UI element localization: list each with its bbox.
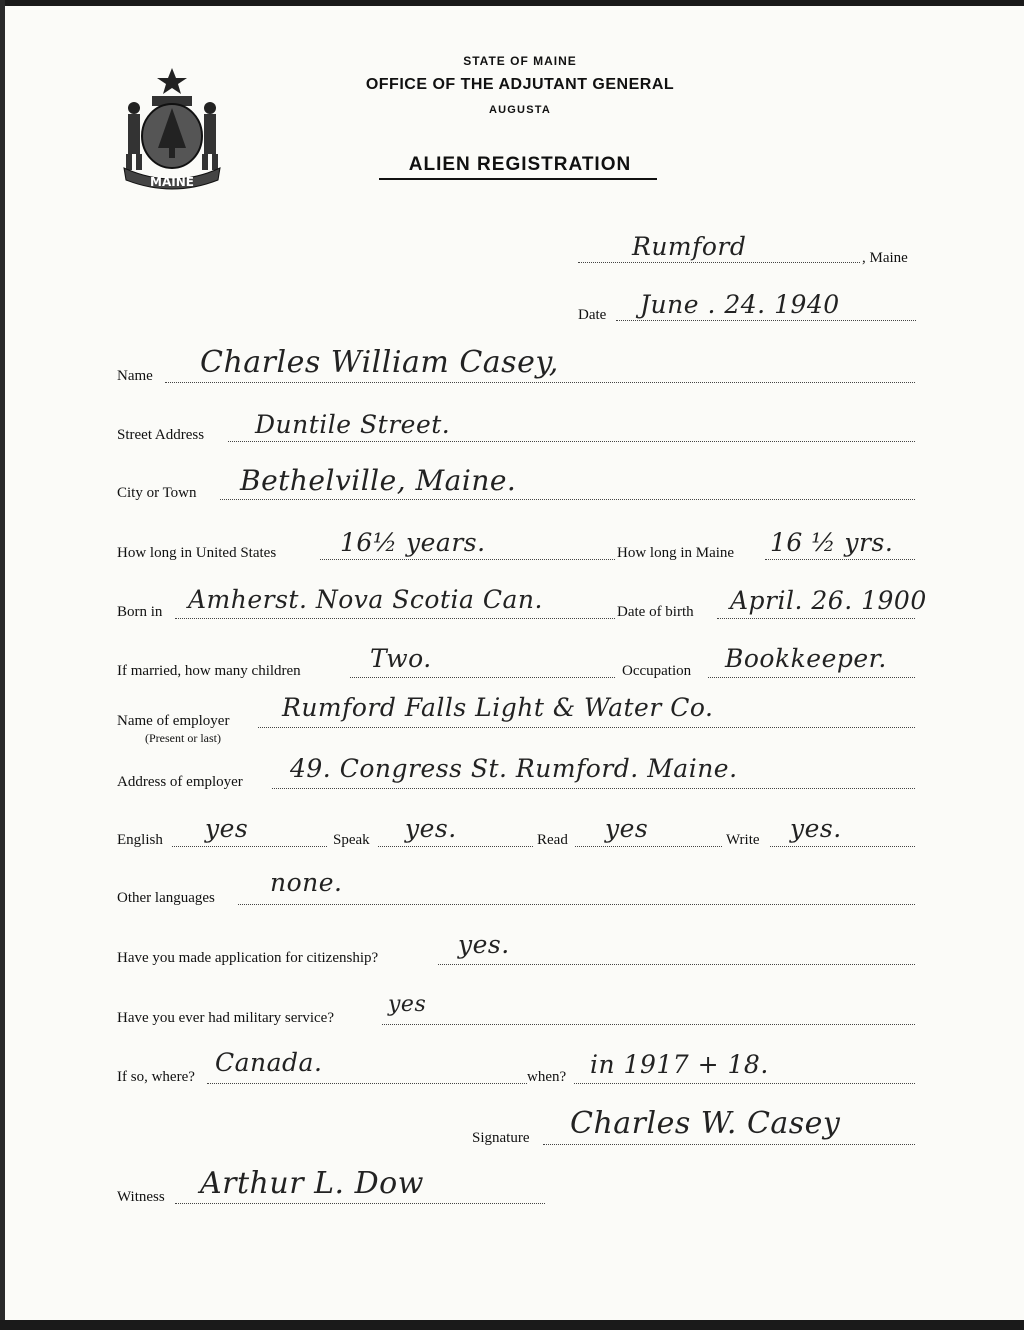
date-value: June . 24. 1940 bbox=[640, 290, 840, 319]
citizenship-label: Have you made application for citizenship? bbox=[117, 950, 379, 966]
employer-line bbox=[258, 727, 915, 728]
english-label: English bbox=[117, 832, 163, 848]
signature-value: Charles W. Casey bbox=[570, 1106, 841, 1141]
city-value: Bethelville, Maine. bbox=[240, 464, 517, 497]
employer-address-line bbox=[272, 788, 915, 789]
military-label: Have you ever had military service? bbox=[117, 1010, 334, 1026]
speak-line bbox=[378, 846, 533, 847]
birthplace-line bbox=[175, 618, 615, 619]
date-label: Date bbox=[578, 307, 607, 323]
employer-label: Name of employer bbox=[117, 713, 230, 729]
maine-duration-label: How long in Maine bbox=[617, 545, 735, 561]
street-value: Duntile Street. bbox=[255, 410, 451, 439]
citizenship-value: yes. bbox=[458, 930, 510, 959]
children-line bbox=[350, 677, 615, 678]
maine-state-seal bbox=[118, 64, 226, 192]
header-office: OFFICE OF THE ADJUTANT GENERAL bbox=[365, 76, 675, 93]
employer-sublabel: (Present or last) bbox=[145, 731, 221, 745]
occupation-value: Bookkeeper. bbox=[725, 644, 887, 673]
scan-border-left bbox=[0, 0, 5, 1330]
birthplace-label: Born in bbox=[117, 604, 163, 620]
witness-value: Arthur L. Dow bbox=[200, 1166, 424, 1201]
where-value: Canada. bbox=[215, 1048, 323, 1077]
name-line bbox=[165, 382, 915, 383]
military-value: yes bbox=[388, 992, 427, 1017]
where-label: If so, where? bbox=[117, 1069, 195, 1085]
street-line bbox=[228, 441, 915, 442]
us-duration-line bbox=[320, 559, 615, 560]
city-label: City or Town bbox=[117, 485, 197, 501]
children-label: If married, how many children bbox=[117, 663, 301, 679]
witness-line bbox=[175, 1203, 545, 1204]
where-line bbox=[207, 1083, 527, 1084]
us-duration-value: 16½ years. bbox=[340, 528, 486, 557]
english-value: yes bbox=[205, 814, 249, 843]
citizenship-line bbox=[438, 964, 915, 965]
name-value: Charles William Casey, bbox=[200, 345, 559, 380]
when-label: when? bbox=[527, 1069, 567, 1085]
form-title: ALIEN REGISTRATION bbox=[408, 154, 632, 175]
title-underline bbox=[379, 178, 657, 180]
location-value: Rumford bbox=[632, 232, 747, 261]
dob-value: April. 26. 1900 bbox=[730, 586, 927, 615]
location-line bbox=[578, 262, 860, 263]
write-label: Write bbox=[726, 832, 760, 848]
name-label: Name bbox=[117, 368, 153, 384]
employer-value: Rumford Falls Light & Water Co. bbox=[282, 693, 714, 722]
street-label: Street Address bbox=[117, 427, 205, 443]
english-line bbox=[172, 846, 327, 847]
employer-address-value: 49. Congress St. Rumford. Maine. bbox=[290, 754, 738, 783]
witness-label: Witness bbox=[117, 1189, 165, 1205]
speak-value: yes. bbox=[405, 814, 457, 843]
dob-line bbox=[717, 618, 915, 619]
occupation-label: Occupation bbox=[622, 663, 692, 679]
header-city: AUGUSTA bbox=[489, 104, 551, 116]
occupation-line bbox=[708, 677, 915, 678]
signature-label: Signature bbox=[472, 1130, 530, 1146]
write-line bbox=[770, 846, 915, 847]
maine-duration-value: 16 ½ yrs. bbox=[770, 528, 894, 557]
date-line bbox=[616, 320, 916, 321]
employer-address-label: Address of employer bbox=[117, 774, 243, 790]
city-line bbox=[220, 499, 915, 500]
read-value: yes bbox=[605, 814, 649, 843]
military-line bbox=[382, 1024, 915, 1025]
location-label: , Maine bbox=[862, 250, 908, 266]
birthplace-value: Amherst. Nova Scotia Can. bbox=[188, 585, 543, 614]
read-label: Read bbox=[537, 832, 568, 848]
when-line bbox=[574, 1083, 915, 1084]
maine-duration-line bbox=[765, 559, 915, 560]
write-value: yes. bbox=[790, 814, 842, 843]
other-languages-label: Other languages bbox=[117, 890, 215, 906]
header-state: STATE OF MAINE bbox=[463, 54, 577, 68]
seal-banner-text: MAINE bbox=[150, 175, 194, 189]
us-duration-label: How long in United States bbox=[117, 545, 277, 561]
scan-border-bottom bbox=[0, 1320, 1024, 1330]
read-line bbox=[575, 846, 722, 847]
when-value: in 1917 + 18. bbox=[590, 1050, 769, 1079]
signature-line bbox=[543, 1144, 915, 1145]
other-languages-value: none. bbox=[270, 868, 343, 897]
dob-label: Date of birth bbox=[617, 604, 694, 620]
scan-border-top bbox=[0, 0, 1024, 6]
children-value: Two. bbox=[370, 644, 432, 673]
other-languages-line bbox=[238, 904, 915, 905]
speak-label: Speak bbox=[333, 832, 370, 848]
